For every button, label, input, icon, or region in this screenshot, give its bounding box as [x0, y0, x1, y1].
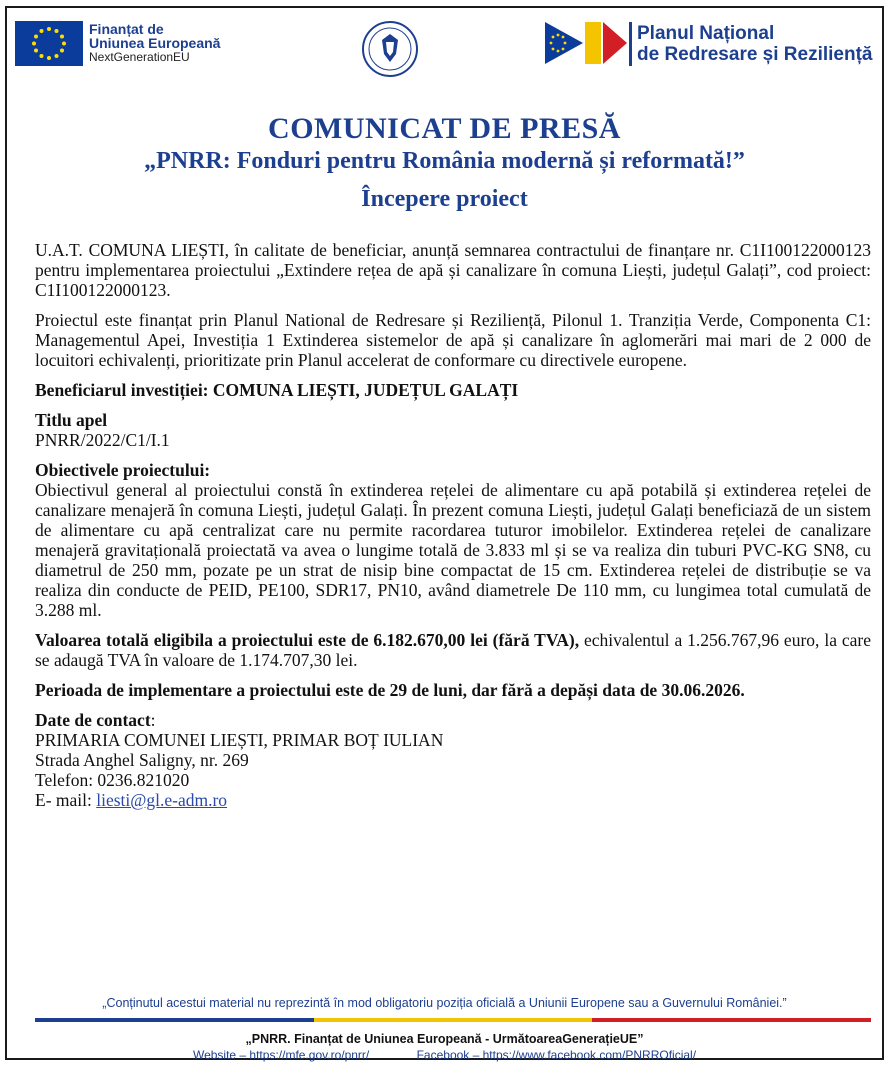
tricolor-stripe — [35, 1018, 871, 1022]
objectives-label: Obiectivele proiectului: — [35, 460, 211, 480]
value-rest-text: echivalentul a 1.256.767,96 euro, la care se adaugă TVA în valoare de 1.174.707,30 lei. — [35, 630, 872, 670]
press-release-title: COMUNICAT DE PRESĂ — [268, 112, 621, 145]
contact-email-label: E- mail: — [35, 790, 97, 810]
contact-email-link[interactable]: liesti@gl.e-adm.ro — [96, 790, 228, 810]
facebook-link[interactable]: Facebook – https://www.facebook.com/PNRROficial/ — [416, 1048, 697, 1062]
objectives-text: Obiectivul general al proiectului constă în extinderea rețelei de alimentare cu apă potabilă și extinderea rețelei de canalizare menajeră în comuna Liești, județul Galați. În prezent comuna Liești, județul Galați beneficiază de un sistem de alimentare cu apă centralizat care nu permite racordarea tuturor imobilelor. Extinderea rețelei de canalizare menajeră gravitațională proiectată va avea o lungime totală de 3.833 ml și se va realiza din tuburi PVC-KG SN8, cu diametrul de 250 mm, pozate pe un strat de nisip bine compactat de 15 cm. Extinderea rețelei de distribuție se va realiza din conducte de PEID, PE100, SDR17, PN10, având diametrele De 110 mm, cu lungimea total cumulată de 3.288 ml. — [35, 480, 871, 620]
stripe-blue — [35, 1018, 314, 1022]
objectives-section — [35, 460, 871, 620]
project-stage-heading: Începere proiect — [361, 186, 528, 212]
pnrr-label: Planul Național de Redresare și Reziliență — [637, 23, 873, 65]
call-label: Titlu apel — [35, 410, 108, 430]
eu-funding-label: Finanțat de Uniunea Europeană NextGenerationEU — [89, 21, 221, 64]
contact-section — [35, 710, 871, 810]
press-release-subtitle: „PNRR: Fonduri pentru România modernă și reformată!” — [144, 148, 745, 174]
document-frame — [5, 6, 884, 1060]
contact-colon: : — [150, 710, 156, 730]
footer-links — [7, 1048, 882, 1062]
value-bold-text: Valoarea totală eligibila a proiectului este de 6.182.670,00 lei (fără TVA), — [35, 630, 580, 650]
pnrr-divider — [629, 22, 632, 66]
contact-label: Date de contact — [35, 710, 151, 730]
stripe-red — [592, 1018, 871, 1022]
beneficiary-line: Beneficiarul investiției: COMUNA LIEȘTI, JUDEȚUL GALAȚI — [35, 380, 519, 400]
financing-paragraph: Proiectul este finanțat prin Planul National de Redresare și Reziliență, Pilonul 1. Tranziția Verde, Componenta C1: Managementul Apei, Investiția 1 Extinderea sistemelor de apă și canalizare în aglomerări mai mari de 2 000 de locuitori echivalenți, prioritizate prin Planul accelerat de conformare cu directivele europene. — [35, 310, 871, 370]
pnrr-flag-icon — [545, 22, 627, 64]
stripe-yellow — [314, 1018, 593, 1022]
website-link[interactable]: Website – https://mfe.gov.ro/pnrr/ — [192, 1048, 370, 1062]
contact-name: PRIMARIA COMUNEI LIEȘTI, PRIMAR BOȚ IULIAN — [35, 730, 444, 750]
footer-tagline: „PNRR. Finanțat de Uniunea Europeană - UrmătoareaGenerațieUE” — [245, 1032, 644, 1046]
intro-paragraph: U.A.T. COMUNA LIEȘTI, în calitate de beneficiar, anunță semnarea contractului de finanțare nr. C1I100122000123 pentru implementarea proiectului „Extindere rețea de apă și canalizare în comuna Liești, județul Galați”, cod proiect: C1I100122000123. — [35, 240, 871, 300]
call-section — [35, 410, 871, 450]
call-value: PNRR/2022/C1/I.1 — [35, 430, 170, 450]
logo-header — [7, 8, 882, 96]
disclaimer-text: „Conținutul acestui material nu reprezintă în mod obligatoriu poziția oficială a Uniunii Europene sau a Guvernului României.” — [102, 996, 787, 1010]
contact-phone: Telefon: 0236.821020 — [35, 770, 190, 790]
period-paragraph: Perioada de implementare a proiectului este de 29 de luni, dar fără a depăși data de 30.06.2026. — [35, 680, 745, 700]
eu-flag-icon — [15, 21, 83, 66]
contact-address: Strada Anghel Saligny, nr. 269 — [35, 750, 249, 770]
romanian-government-seal-icon — [361, 20, 419, 78]
value-paragraph — [35, 630, 871, 670]
press-release-body — [35, 240, 871, 820]
